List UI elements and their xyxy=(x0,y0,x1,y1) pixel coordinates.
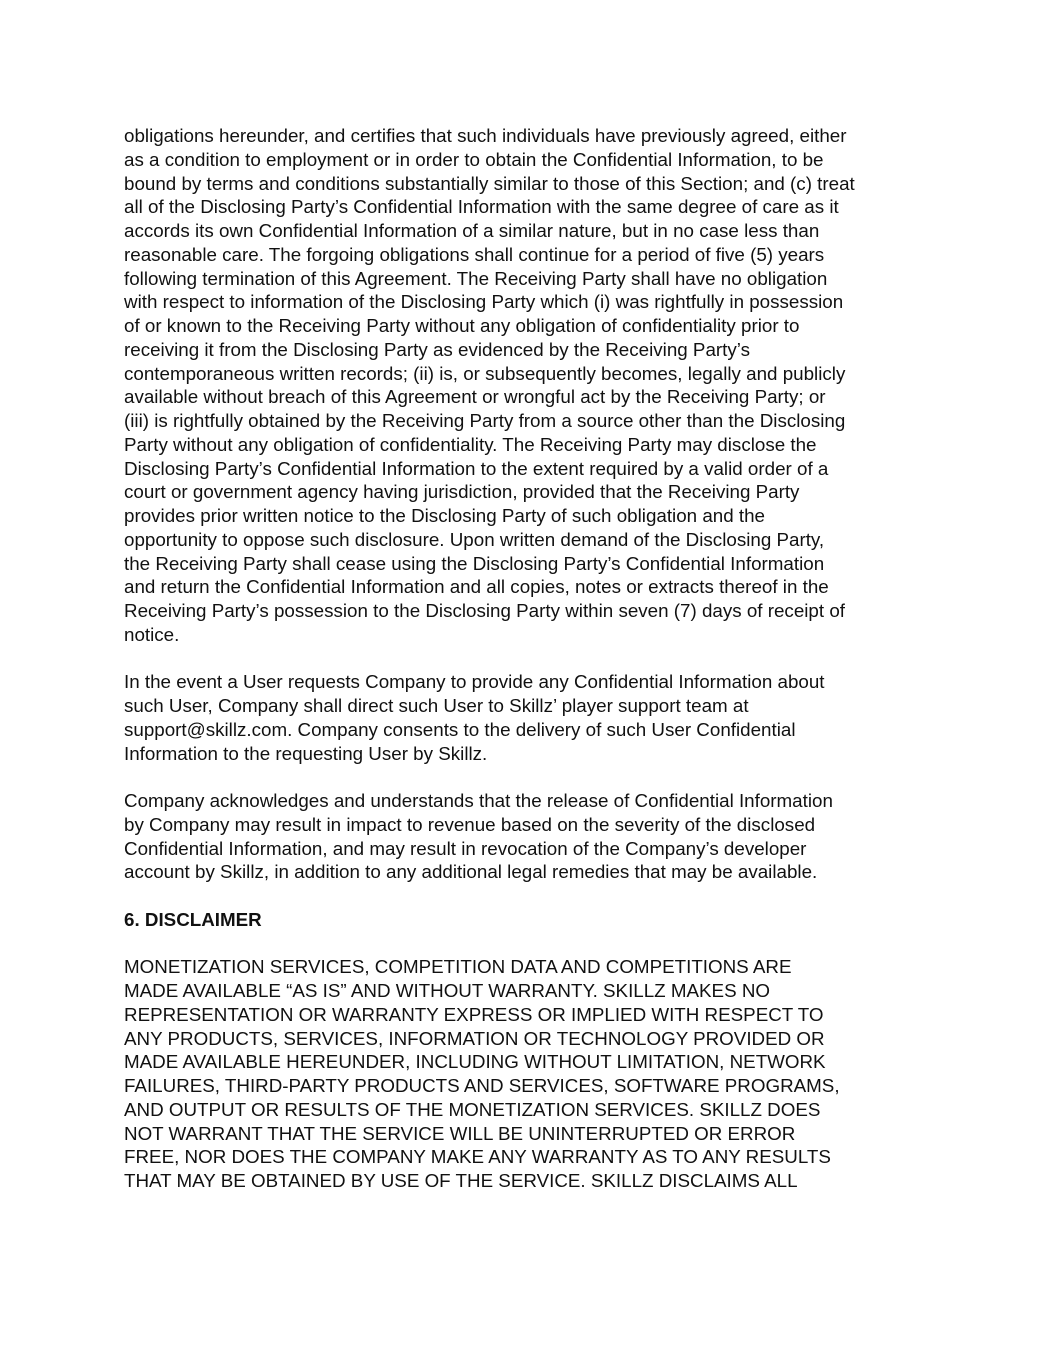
text-line: Disclosing Party’s Confidential Information to the extent required by a valid order of a xyxy=(124,457,829,479)
disclaimer-paragraph xyxy=(124,955,944,1193)
document-page xyxy=(124,124,944,1217)
text-line: bound by terms and conditions substantially similar to those of this Section; and (c) treat xyxy=(124,172,855,194)
text-line: following termination of this Agreement. The Receiving Party shall have no obligation xyxy=(124,267,828,289)
text-line: with respect to information of the Disclosing Party which (i) was rightfully in possession xyxy=(124,291,844,313)
text-line: MADE AVAILABLE HEREUNDER, INCLUDING WITHOUT LIMITATION, NETWORK xyxy=(124,1051,826,1073)
text-line: account by Skillz, in addition to any additional legal remedies that may be available. xyxy=(124,861,818,883)
text-line: MONETIZATION SERVICES, COMPETITION DATA AND COMPETITIONS ARE xyxy=(124,956,792,978)
text-line: reasonable care. The forgoing obligations shall continue for a period of five (5) years xyxy=(124,243,825,265)
text-line: contemporaneous written records; (ii) is, or subsequently becomes, legally and publicly xyxy=(124,362,846,384)
text-line: In the event a User requests Company to provide any Confidential Information about xyxy=(124,671,825,693)
section-heading: 6. DISCLAIMER xyxy=(124,908,262,930)
text-line: NOT WARRANT THAT THE SERVICE WILL BE UNINTERRUPTED OR ERROR xyxy=(124,1122,796,1144)
text-line: support@skillz.com. Company consents to the delivery of such User Confidential xyxy=(124,718,796,740)
text-line: opportunity to oppose such disclosure. Upon written demand of the Disclosing Party, xyxy=(124,528,825,550)
text-line: accords its own Confidential Information of a similar nature, but in no case less than xyxy=(124,220,820,241)
text-line: all of the Disclosing Party’s Confidential Information with the same degree of care as it xyxy=(124,196,839,218)
text-line: and return the Confidential Information and all copies, notes or extracts thereof in the xyxy=(124,576,829,598)
text-line: of or known to the Receiving Party without any obligation of confidentiality prior to xyxy=(124,315,800,336)
text-line: by Company may result in impact to revenue based on the severity of the disclosed xyxy=(124,813,816,835)
text-line: REPRESENTATION OR WARRANTY EXPRESS OR IMPLIED WITH RESPECT TO xyxy=(124,1003,824,1025)
user-request-paragraph xyxy=(124,670,944,765)
text-line: obligations hereunder, and certifies that such individuals have previously agreed, either xyxy=(124,125,847,146)
text-line: such User, Company shall direct such User to Skillz’ player support team at xyxy=(124,695,749,716)
text-line: FAILURES, THIRD-PARTY PRODUCTS AND SERVICES, SOFTWARE PROGRAMS, xyxy=(124,1075,840,1096)
text-line: the Receiving Party shall cease using the Disclosing Party’s Confidential Information xyxy=(124,552,825,574)
release-consequences-paragraph xyxy=(124,789,944,884)
text-line: AND OUTPUT OR RESULTS OF THE MONETIZATION SERVICES. SKILLZ DOES xyxy=(124,1098,821,1120)
text-line: THAT MAY BE OBTAINED BY USE OF THE SERVICE. SKILLZ DISCLAIMS ALL xyxy=(124,1170,798,1191)
text-line: available without breach of this Agreement or wrongful act by the Receiving Party; or xyxy=(124,386,826,408)
text-line: MADE AVAILABLE “AS IS” AND WITHOUT WARRANTY. SKILLZ MAKES NO xyxy=(124,980,771,1001)
confidentiality-obligations-paragraph xyxy=(124,124,944,647)
text-line: notice. xyxy=(124,623,180,645)
text-line: Company acknowledges and understands that the release of Confidential Information xyxy=(124,790,833,811)
text-line: Receiving Party’s possession to the Disclosing Party within seven (7) days of receipt of xyxy=(124,600,845,621)
text-line: Information to the requesting User by Skillz. xyxy=(124,742,488,764)
text-line: receiving it from the Disclosing Party as evidenced by the Receiving Party’s xyxy=(124,338,750,360)
text-line: ANY PRODUCTS, SERVICES, INFORMATION OR TECHNOLOGY PROVIDED OR xyxy=(124,1027,825,1049)
text-line: FREE, NOR DOES THE COMPANY MAKE ANY WARRANTY AS TO ANY RESULTS xyxy=(124,1146,831,1168)
text-line: Confidential Information, and may result in revocation of the Company’s developer xyxy=(124,837,807,859)
text-line: (iii) is rightfully obtained by the Receiving Party from a source other than the Disclosing xyxy=(124,410,846,431)
text-line: court or government agency having jurisdiction, provided that the Receiving Party xyxy=(124,481,800,503)
text-line: Party without any obligation of confidentiality. The Receiving Party may disclose the xyxy=(124,433,817,455)
text-line: provides prior written notice to the Disclosing Party of such obligation and the xyxy=(124,505,765,526)
text-line: as a condition to employment or in order to obtain the Confidential Information, to be xyxy=(124,148,824,170)
